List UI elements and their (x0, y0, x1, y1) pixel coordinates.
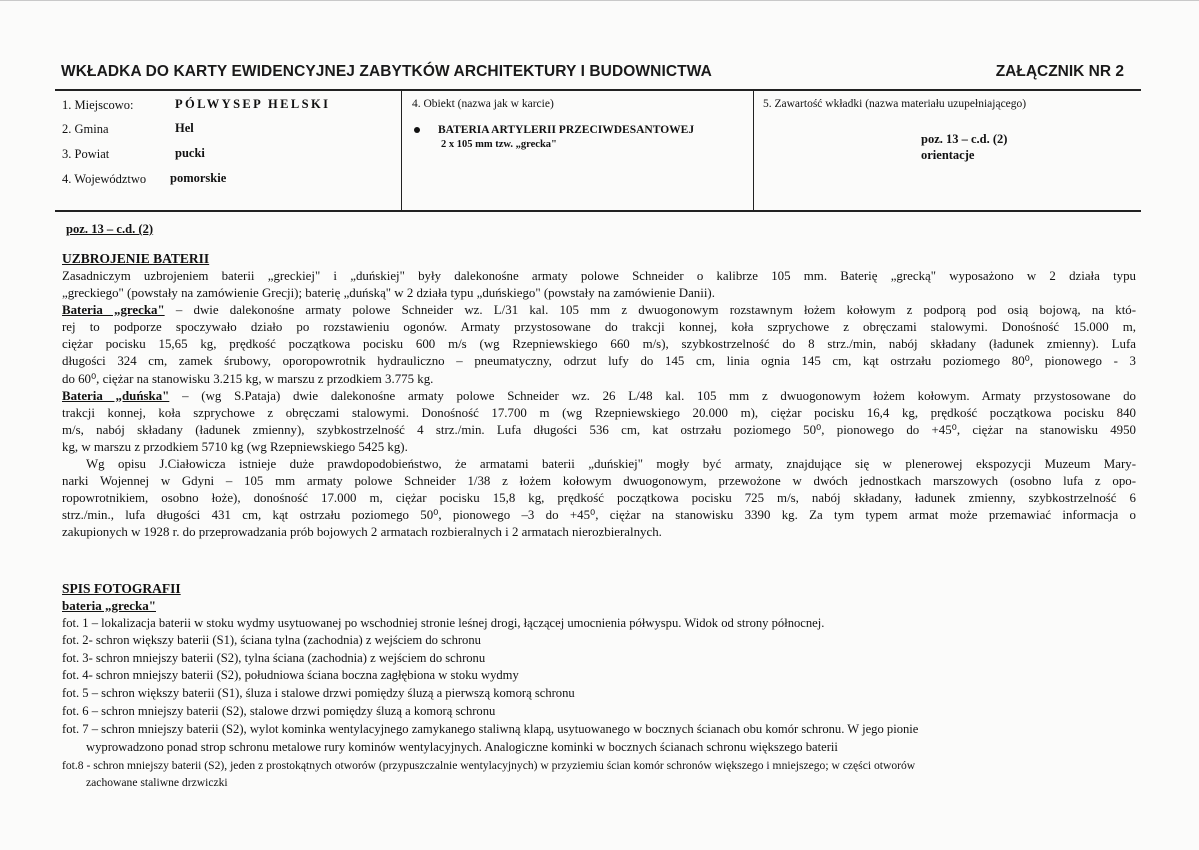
location-value: PÓLWYSEP HELSKI (175, 97, 331, 111)
document-page: WKŁADKA DO KARTY EWIDENCYJNEJ ZABYTKÓW ARCHITEKTURY I BUDOWNICTWA ZAŁĄCZNIK NR 2 1. Miejscowo: PÓLWYSEP HELSKI 2. Gmina Hel 3. Powiat pucki 4. Województwo pomorskie 4. Obiekt (nazwa jak w karcie) BATERIA ARTYLERII PRZECIWDESANTOWEJ 2 x 105 mm tzw. „grecka" 5. Zawartość wkładki (nazwa materiału uzupełniającego) poz. 13 – c.d. (2) orientacje poz. 13 – c.d. (2) UZBROJENIE BATERII Zasadniczym uzbrojeniem baterii „greckiej" i „duńskiej" były dalekonośne armaty polowe Schneider o kalibrze 105 mm. Baterię „grecką" wyposażono w 2 działa typu „greckiego" (powstały na zamówienie Grecji); baterię „duńską" w 2 działa typu „duńskiego" (powstały na zamówienie Danii). Bateria „grecka" – dwie dalekonośne armaty polowe Schneider wz. L/31 kal. 105 mm z dwuogonowym rozstawnym łożem kołowym z podporą pod osią bojową, na któ- rej to podporze spoczywało działo po rozstawieniu ogonów. Armaty przystosowane do trakcji konnej, koła szprychowe z obręczami stalowymi. Donośność 15.000 m, ciężar pocisku 15,65 kg, prędkość początkowa pocisku 600 m/s (wg Rzepniewskiego 660 m/s), szybkostrzelność do 8 strz./min, nabój składany (ładunek zmienny). Lufa długości 324 cm, zamek śrubowy, oporopowrotnik hydrauliczno – pneumatyczny, odrzut lufy do 145 cm, linia ognia 145 cm, kąt ostrzału poziomego 80⁰, pionowego - 3 do 60⁰, ciężar na stanowisku 3.215 kg, w marszu z przodkiem 3.775 kg. Bateria „duńska" – (wg S.Pataja) dwie dalekonośne armaty polowe Schneider wz. 26 L/48 kal. 105 mm z dwuogonowym łożem kołowym. Armaty przystosowane do trakcji konnej, koła szprychowe z obręczami stalowymi. Donośność 17.700 m (wg Rzepniewskiego 20.000 m), ciężar pocisku 16,4 kg, prędkość początkowa pocisku 840 m/s, nabój składany (ładunek zmienny), szybkostrzelność 4 strz./min. Lufa długości 536 cm, kat ostrzału poziomego 50⁰, pionowego do +45⁰, ciężar na stanowisku 4950 kg, w marszu z przodkiem 5710 kg (wg Rzepniewskiego 5425 kg). Wg opisu J.Ciałowicza istnieje duże prawdopodobieństwo, że armatami baterii „duńskiej" mogły być armaty, znajdujące się w plenerowej ekspozycji Muzeum Mary- narki Wojennej w Gdyni – 105 mm armaty polowe Schneider 1/38 z łożem kołowym dwuogonowym, przewożone w dwóch jednostkach marszowych (osobno lufa z opo- ropowrotnikiem, osobno łoże), donośność 17.000 m, ciężar pocisku 15,8 kg, prędkość początkowa pocisku 725 m/s, nabój składany, ładunek zmienny, szybkostrzelność 6 strz./min., lufa długości 431 cm, kąt ostrzału poziomego 50⁰, pionowego –3 do +45⁰, ciężar na stanowisku 3390 kg. Za tym typem armat może przemawiać informacja o zakupionych w 1928 r. do przeprowadzania prób bojowych 2 armatach rozbieralnych i 2 armatach nierozbieralnych. SPIS FOTOGRAFII bateria „grecka" fot. 1 – lokalizacja baterii w stoku wydmy usytuowanej po wschodniej stronie leśnej drogi, łączącej umocnienia półwyspu. Widok od strony północnej. fot. 2- schron większy baterii (S1), ściana tylna (zachodnia) z wejściem do schronu fot. 3- schron mniejszy baterii (S2), tylna ściana (zachodnia) z wejściem do schronu fot. 4- schron mniejszy baterii (S2), południowa ściana boczna zagłębiona w stoku wydmy fot. 5 – schron większy baterii (S1), śluza i stalowe drzwi pomiędzy śluzą a pierwszą komorą schronu fot. 6 – schron mniejszy baterii (S2), stalowe drzwi pomiędzy śluzą a komorą schronu fot. 7 – schron mniejszy baterii (S2), wylot kominka wentylacyjnego zamykanego staliwną klapą, usytuowanego w bocznych ścianach obu komór schronu. W jego pionie wyprowadzono ponad strop schronu metalowe rury kominów wentylacyjnych. Analogiczne kominki w bocznych ścianach schronu większego baterii fot.8 - schron mniejszy baterii (S2), jeden z prostokątnych otworów (przypuszczalnie wentylacyjnych) w przyziemiu ścian komór schronów większego i mniejszego; w części otworów zachowane staliwne drzwiczki (0, 0, 1199, 850)
opinion-line: strz./min., lufa długości 431 cm, kąt ostrzału poziomego 50⁰, pionowego –3 do +45⁰, ciężar na stanowisku 3390 kg. Za tym typem armat może przemawiać informacja o (62, 508, 1136, 523)
photo-item: fot. 5 – schron większy baterii (S1), śluza i stalowe drzwi pomiędzy śluzą a pierwszą komorą schronu (62, 686, 575, 700)
photo-item: fot. 3- schron mniejszy baterii (S2), tylna ściana (zachodnia) z wejściem do schronu (62, 651, 486, 665)
table-divider-1 (401, 90, 402, 211)
greek-battery-line: długości 324 cm, zamek śrubowy, oporopowrotnik hydrauliczno – pneumatyczny, odrzut lufy do 145 cm, linia ognia 145 cm, kąt ostrzału poziomego 80⁰, pionowego - 3 (62, 354, 1136, 369)
opinion-line: narki Wojennej w Gdyni – 105 mm armaty polowe Schneider 1/38 z łożem kołowym dwuogonowym, przewożone w dwóch jednostkach marszowych (osobno lufa z opo- (62, 474, 1136, 489)
photo-item-continuation: wyprowadzono ponad strop schronu metalowe rury kominów wentylacyjnych. Analogiczne kominki w bocznych ścianach schronu większego baterii (86, 740, 838, 754)
section-reference: poz. 13 – c.d. (2) (66, 222, 154, 236)
photo-item: fot. 6 – schron mniejszy baterii (S2), stalowe drzwi pomiędzy śluzą a komorą schronu (62, 704, 496, 718)
table-divider-2 (753, 90, 754, 211)
photo-item: fot. 1 – lokalizacja baterii w stoku wydmy usytuowanej po wschodniej stronie leśnej drogi, łączącej umocnienia półwyspu. Widok od strony północnej. (62, 616, 825, 630)
table-top-border (55, 89, 1141, 91)
powiat-label: 3. Powiat (62, 147, 110, 161)
powiat-value: pucki (175, 146, 205, 160)
photos-heading: SPIS FOTOGRAFII (62, 581, 181, 596)
armament-text (62, 268, 1136, 542)
gmina-label: 2. Gmina (62, 122, 109, 136)
document-title: WKŁADKA DO KARTY EWIDENCYJNEJ ZABYTKÓW ARCHITEKTURY I BUDOWNICTWA (61, 63, 712, 80)
armament-intro-line: „greckiego" (powstały na zamówienie Grecji); baterię „duńską" w 2 działa typu „duńskiego" (powstały na zamówienie Danii). (62, 286, 715, 301)
armament-heading: UZBROJENIE BATERII (62, 251, 210, 266)
gmina-value: Hel (175, 121, 194, 135)
voivodeship-label: 4. Województwo (62, 172, 147, 186)
greek-battery-label: Bateria „grecka" (62, 303, 165, 318)
voivodeship-value: pomorskie (170, 171, 227, 185)
contents-value-position: poz. 13 – c.d. (2) (921, 132, 1008, 146)
greek-battery-line: rej to podporze spoczywało działo po rozstawieniu ogonów. Armaty przystosowane do trakcji konnej, koła szprychowe z obręczami stalowymi. Donośność 15.000 m, (62, 320, 1136, 335)
contents-label: 5. Zawartość wkładki (nazwa materiału uzupełniającego) (763, 98, 1027, 110)
armament-intro-line: Zasadniczym uzbrojeniem baterii „greckiej" i „duńskiej" były dalekonośne armaty polowe Schneider o kalibrze 105 mm. Baterię „grecką" wyposażono w 2 działa typu (62, 269, 1136, 283)
bullet-icon (414, 127, 420, 133)
photo-item: fot. 7 – schron mniejszy baterii (S2), wylot kominka wentylacyjnego zamykanego staliwną klapą, usytuowanego w bocznych ścianach obu komór schronu. W jego pionie (62, 722, 919, 736)
location-label: 1. Miejscowo: (62, 98, 134, 112)
annex-number: ZAŁĄCZNIK NR 2 (995, 63, 1124, 80)
photos-subheading: bateria „grecka" (62, 598, 156, 613)
greek-battery-first-line: Bateria „grecka" – dwie dalekonośne armaty polowe Schneider wz. L/31 kal. 105 mm z dwuogonowym rozstawnym łożem kołowym z podporą pod osią bojową, na któ- (62, 303, 1137, 318)
greek-battery-line: do 60⁰, ciężar na stanowisku 3.215 kg, w marszu z przodkiem 3.775 kg. (62, 371, 434, 386)
table-bottom-border (55, 210, 1141, 212)
danish-battery-line: kg, w marszu z przodkiem 5710 kg (wg Rzepniewskiego 5425 kg). (62, 439, 408, 454)
opinion-line: Wg opisu J.Ciałowicza istnieje duże prawdopodobieństwo, że armatami baterii „duńskiej" mogły być armaty, znajdujące się w plenerowej ekspozycji Muzeum Mary- (86, 457, 1136, 472)
photo-item: fot. 2- schron większy baterii (S1), ściana tylna (zachodnia) z wejściem do schronu (62, 633, 481, 647)
danish-battery-label: Bateria „duńska" (62, 388, 170, 403)
greek-battery-line: ciężar pocisku 15,65 kg, prędkość początkowa pocisku 600 m/s (wg Rzepniewskiego 660 m/s), szybkostrzelność do 8 strz./min, nabój składany (ładunek zmienny). Lufa (62, 337, 1136, 352)
photo-item: fot. 4- schron mniejszy baterii (S2), południowa ściana boczna zagłębiona w stoku wydmy (62, 668, 519, 682)
photo-item-continuation: zachowane staliwne drzwiczki (86, 776, 228, 789)
contents-value-orientation: orientacje (921, 148, 975, 162)
danish-battery-line: trakcji konnej, koła szprychowe z obręczami stalowymi. Donośność 17.700 m (wg Rzepniewskiego 20.000 m), ciężar pocisku 16,4 kg, prędkość początkowa pocisku 840 (62, 405, 1136, 420)
danish-battery-line: m/s, nabój składany (ładunek zmienny), szybkostrzelność 4 strz./min. Lufa długości 536 cm, kat ostrzału poziomego 50⁰, pionowego do +45⁰, ciężar na stanowisku 4950 (62, 422, 1136, 437)
opinion-line: ropowrotnikiem, osobno łoże), donośność 17.000 m, ciężar pocisku 15,8 kg, prędkość początkowa pocisku 725 m/s, nabój składany, ładunek zmienny, szybkostrzelność 6 (62, 491, 1136, 506)
opinion-line: zakupionych w 1928 r. do przeprowadzania prób bojowych 2 armatach rozbieralnych i 2 armatach nierozbieralnych. (62, 525, 662, 540)
danish-battery-first-line: Bateria „duńska" – (wg S.Pataja) dwie dalekonośne armaty polowe Schneider wz. 26 L/48 kal. 105 mm z dwuogonowym łożem kołowym. Armaty przystosowane do (62, 388, 1136, 403)
object-label: 4. Obiekt (nazwa jak w karcie) (412, 98, 554, 110)
photo-item: fot.8 - schron mniejszy baterii (S2), jeden z prostokątnych otworów (przypuszczalnie wentylacyjnych) w przyziemiu ścian komór schronów większego i mniejszego; w części otworów (62, 759, 916, 772)
